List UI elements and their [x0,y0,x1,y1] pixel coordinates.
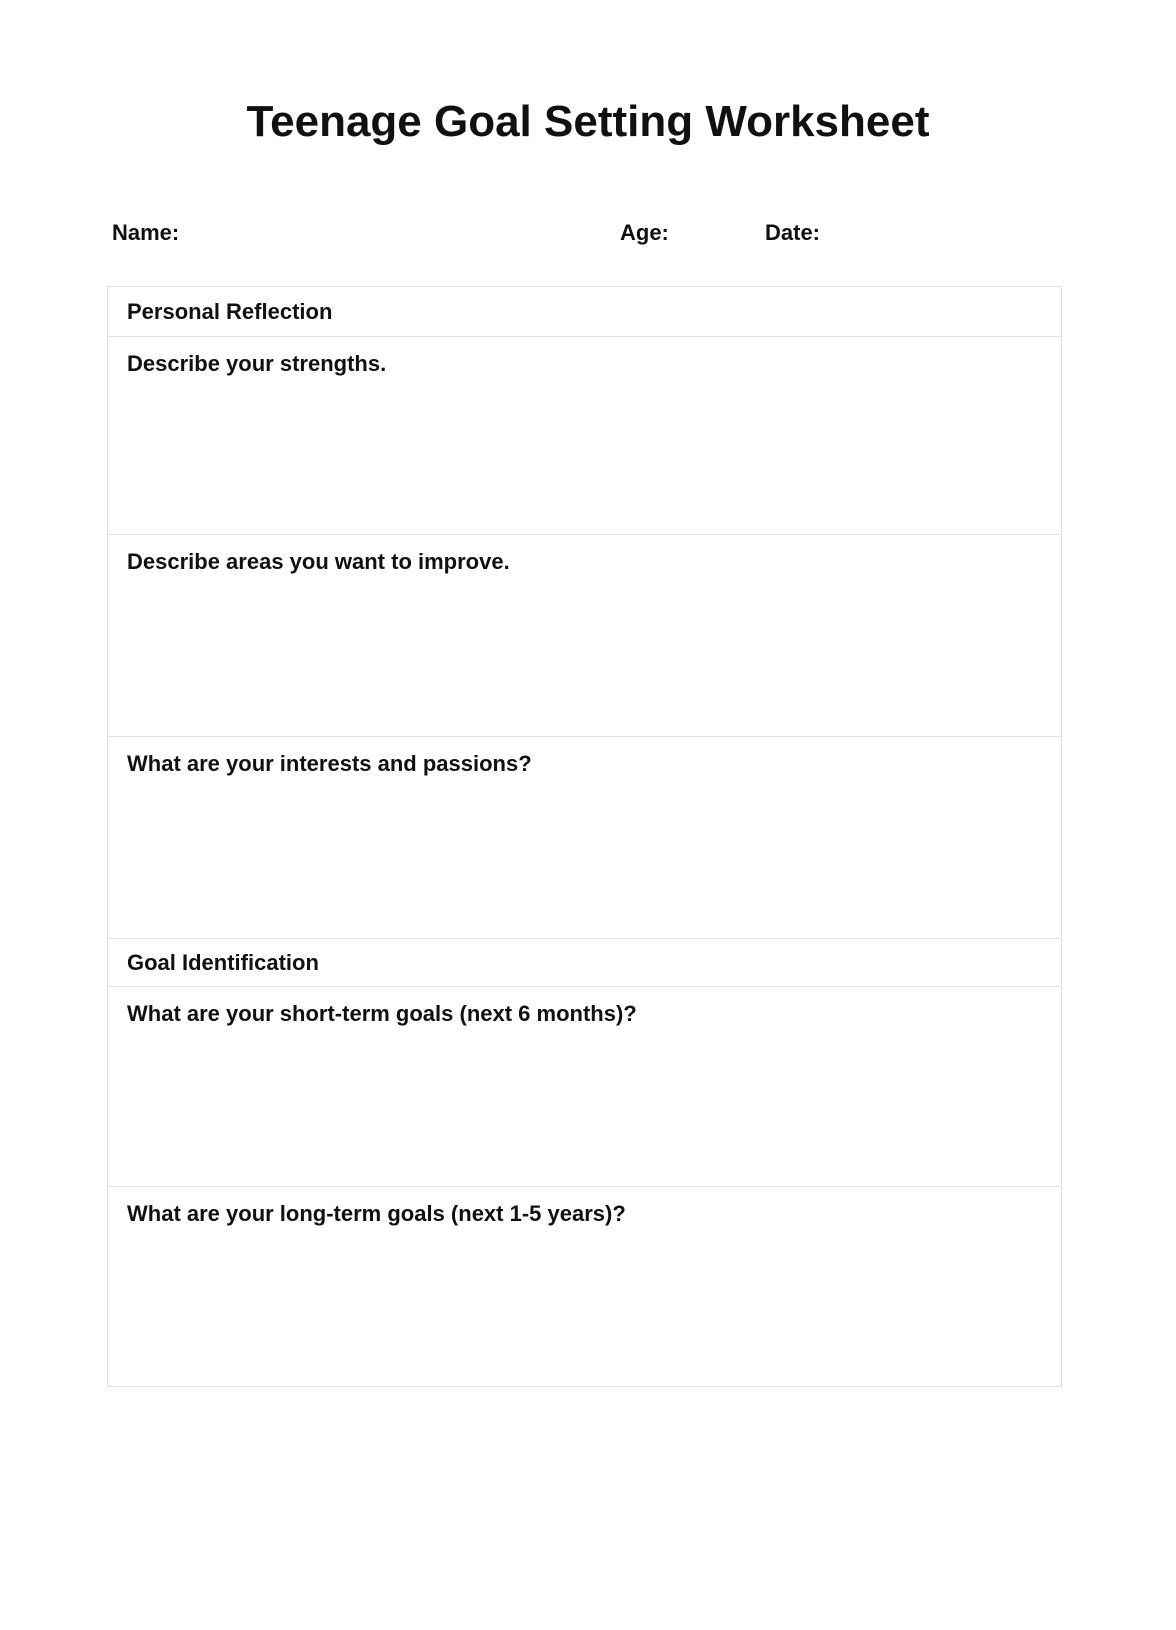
question-text: What are your short-term goals (next 6 months)? [127,1001,637,1026]
question-cell-interests[interactable] [108,737,1061,939]
question-cell-strengths[interactable] [108,337,1061,535]
question-cell-long-term-goals[interactable] [108,1187,1061,1386]
section-row-personal-reflection [108,287,1061,337]
page-title: Teenage Goal Setting Worksheet [246,97,930,146]
age-label: Age: [620,220,669,245]
question-text: Describe areas you want to improve. [127,549,510,574]
age-field[interactable] [676,218,756,248]
question-cell-improve[interactable] [108,535,1061,737]
question-text: What are your interests and passions? [127,751,532,776]
section-row-goal-identification [108,939,1061,987]
question-text: Describe your strengths. [127,351,387,376]
section-heading: Personal Reflection [127,298,333,324]
date-field[interactable] [828,218,1058,248]
meta-row [0,220,1176,248]
name-label: Name: [112,220,180,245]
question-text: What are your long-term goals (next 1-5 years)? [127,1201,626,1226]
question-cell-short-term-goals[interactable] [108,987,1061,1187]
worksheet-table [107,286,1062,1387]
date-label: Date: [765,220,821,245]
name-field[interactable] [182,218,582,248]
section-heading: Goal Identification [127,949,319,975]
